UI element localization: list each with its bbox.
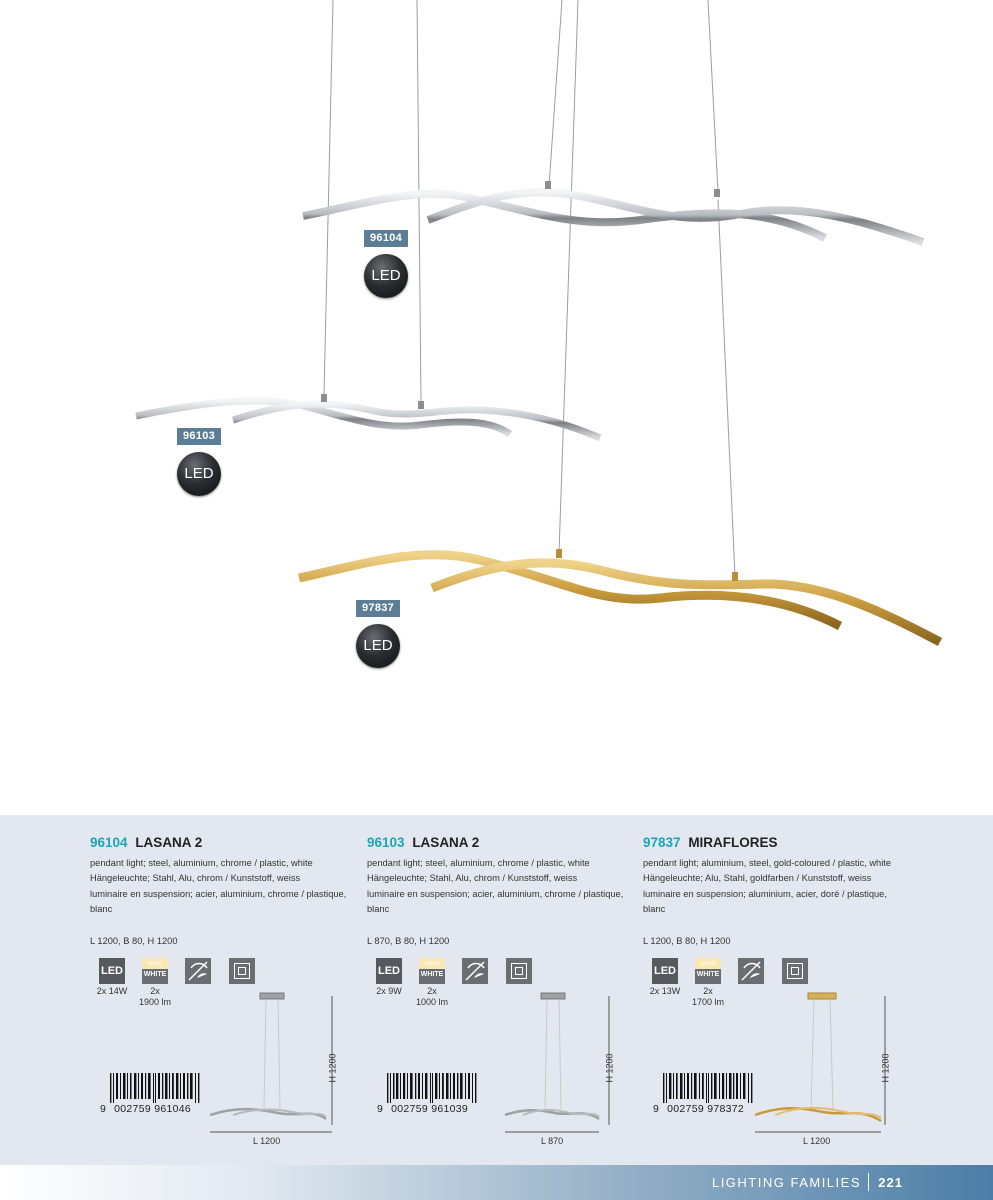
product-description bbox=[367, 856, 635, 917]
lumen-caption: 2x 1700 lm bbox=[691, 986, 725, 1007]
description-de: Hängeleuchte; Alu, Stahl, goldfarben / Kunststoff, weiss bbox=[643, 873, 872, 884]
product-code: 96104 bbox=[90, 835, 128, 850]
product-name: LASANA 2 bbox=[412, 835, 480, 850]
barcode-image bbox=[110, 1073, 202, 1103]
product-column-2 bbox=[367, 815, 637, 1165]
switch-icon bbox=[229, 958, 255, 984]
length-label: L 870 bbox=[541, 1136, 564, 1146]
section-title: LIGHTING FAMILIES bbox=[711, 1175, 861, 1190]
lamp-97837-image bbox=[299, 549, 940, 642]
adjustable-icon bbox=[462, 958, 488, 984]
product-name: MIRAFLORES bbox=[688, 835, 778, 850]
product-name: LASANA 2 bbox=[135, 835, 203, 850]
product-title bbox=[367, 835, 479, 850]
technical-drawing bbox=[208, 991, 343, 1141]
dimensions: L 1200, B 80, H 1200 bbox=[90, 936, 178, 946]
lumen-caption: 2x 1900 lm bbox=[138, 986, 172, 1007]
watt-caption: 2x 14W bbox=[96, 986, 128, 996]
switch-icon bbox=[782, 958, 808, 984]
description-en: pendant light; steel, aluminium, chrome / plastic, white bbox=[367, 858, 590, 868]
length-label: L 1200 bbox=[253, 1136, 281, 1146]
barcode-number: 9 002759 978372 bbox=[653, 1103, 745, 1115]
adjustable-icon bbox=[738, 958, 764, 984]
barcode-image bbox=[387, 1073, 479, 1103]
description-de: Hängeleuchte; Stahl, Alu, chrom / Kunststoff, weiss bbox=[367, 873, 578, 884]
warm-white-icon: warm WHITE bbox=[142, 958, 168, 984]
product-description bbox=[643, 856, 911, 917]
product-column-1 bbox=[90, 815, 360, 1165]
led-disc-96103: LED bbox=[177, 452, 221, 496]
barcode-image bbox=[663, 1073, 755, 1103]
technical-drawing bbox=[485, 991, 620, 1141]
led-icon: LED bbox=[652, 958, 678, 984]
height-label: H 1200 bbox=[604, 1053, 615, 1083]
badge-97837: 97837 bbox=[356, 600, 400, 617]
warm-white-icon: warm WHITE bbox=[419, 958, 445, 984]
technical-drawing bbox=[753, 991, 888, 1141]
adjustable-icon bbox=[185, 958, 211, 984]
description-en: pendant light; steel, aluminium, chrome / plastic, white bbox=[90, 858, 313, 868]
watt-caption: 2x 13W bbox=[649, 986, 681, 996]
description-fr: luminaire en suspension; acier, aluminium, chrome / plastique, blanc bbox=[367, 888, 624, 914]
product-title bbox=[90, 835, 202, 850]
lumen-caption: 2x 1000 lm bbox=[415, 986, 449, 1007]
product-column-3 bbox=[643, 815, 913, 1165]
warm-white-icon: warm WHITE bbox=[695, 958, 721, 984]
badge-96104: 96104 bbox=[364, 230, 408, 247]
switch-icon bbox=[506, 958, 532, 984]
height-label: H 1200 bbox=[327, 1053, 338, 1083]
product-code: 97837 bbox=[643, 835, 681, 850]
dimensions: L 870, B 80, H 1200 bbox=[367, 936, 450, 946]
led-disc-97837: LED bbox=[356, 624, 400, 668]
height-label: H 1200 bbox=[880, 1053, 891, 1083]
barcode-number: 9 002759 961039 bbox=[377, 1103, 469, 1115]
page-footer bbox=[0, 1165, 993, 1200]
led-icon: LED bbox=[376, 958, 402, 984]
page-number: 221 bbox=[878, 1175, 903, 1190]
length-label: L 1200 bbox=[803, 1136, 831, 1146]
product-title bbox=[643, 835, 778, 850]
led-icon: LED bbox=[99, 958, 125, 984]
product-code: 96103 bbox=[367, 835, 405, 850]
led-disc-96104: LED bbox=[364, 254, 408, 298]
badge-96103: 96103 bbox=[177, 428, 221, 445]
footer-divider bbox=[868, 1173, 869, 1191]
barcode-number: 9 002759 961046 bbox=[100, 1103, 192, 1115]
description-fr: luminaire en suspension; acier, aluminium, chrome / plastique, blanc bbox=[90, 888, 347, 914]
description-fr: luminaire en suspension; aluminium, acier, doré / plastique, blanc bbox=[643, 888, 887, 914]
product-description bbox=[90, 856, 358, 917]
watt-caption: 2x 9W bbox=[376, 986, 402, 996]
description-en: pendant light; aluminium, steel, gold-coloured / plastic, white bbox=[643, 858, 892, 868]
dimensions: L 1200, B 80, H 1200 bbox=[643, 936, 731, 946]
description-de: Hängeleuchte; Stahl, Alu, chrom / Kunststoff, weiss bbox=[90, 873, 301, 884]
